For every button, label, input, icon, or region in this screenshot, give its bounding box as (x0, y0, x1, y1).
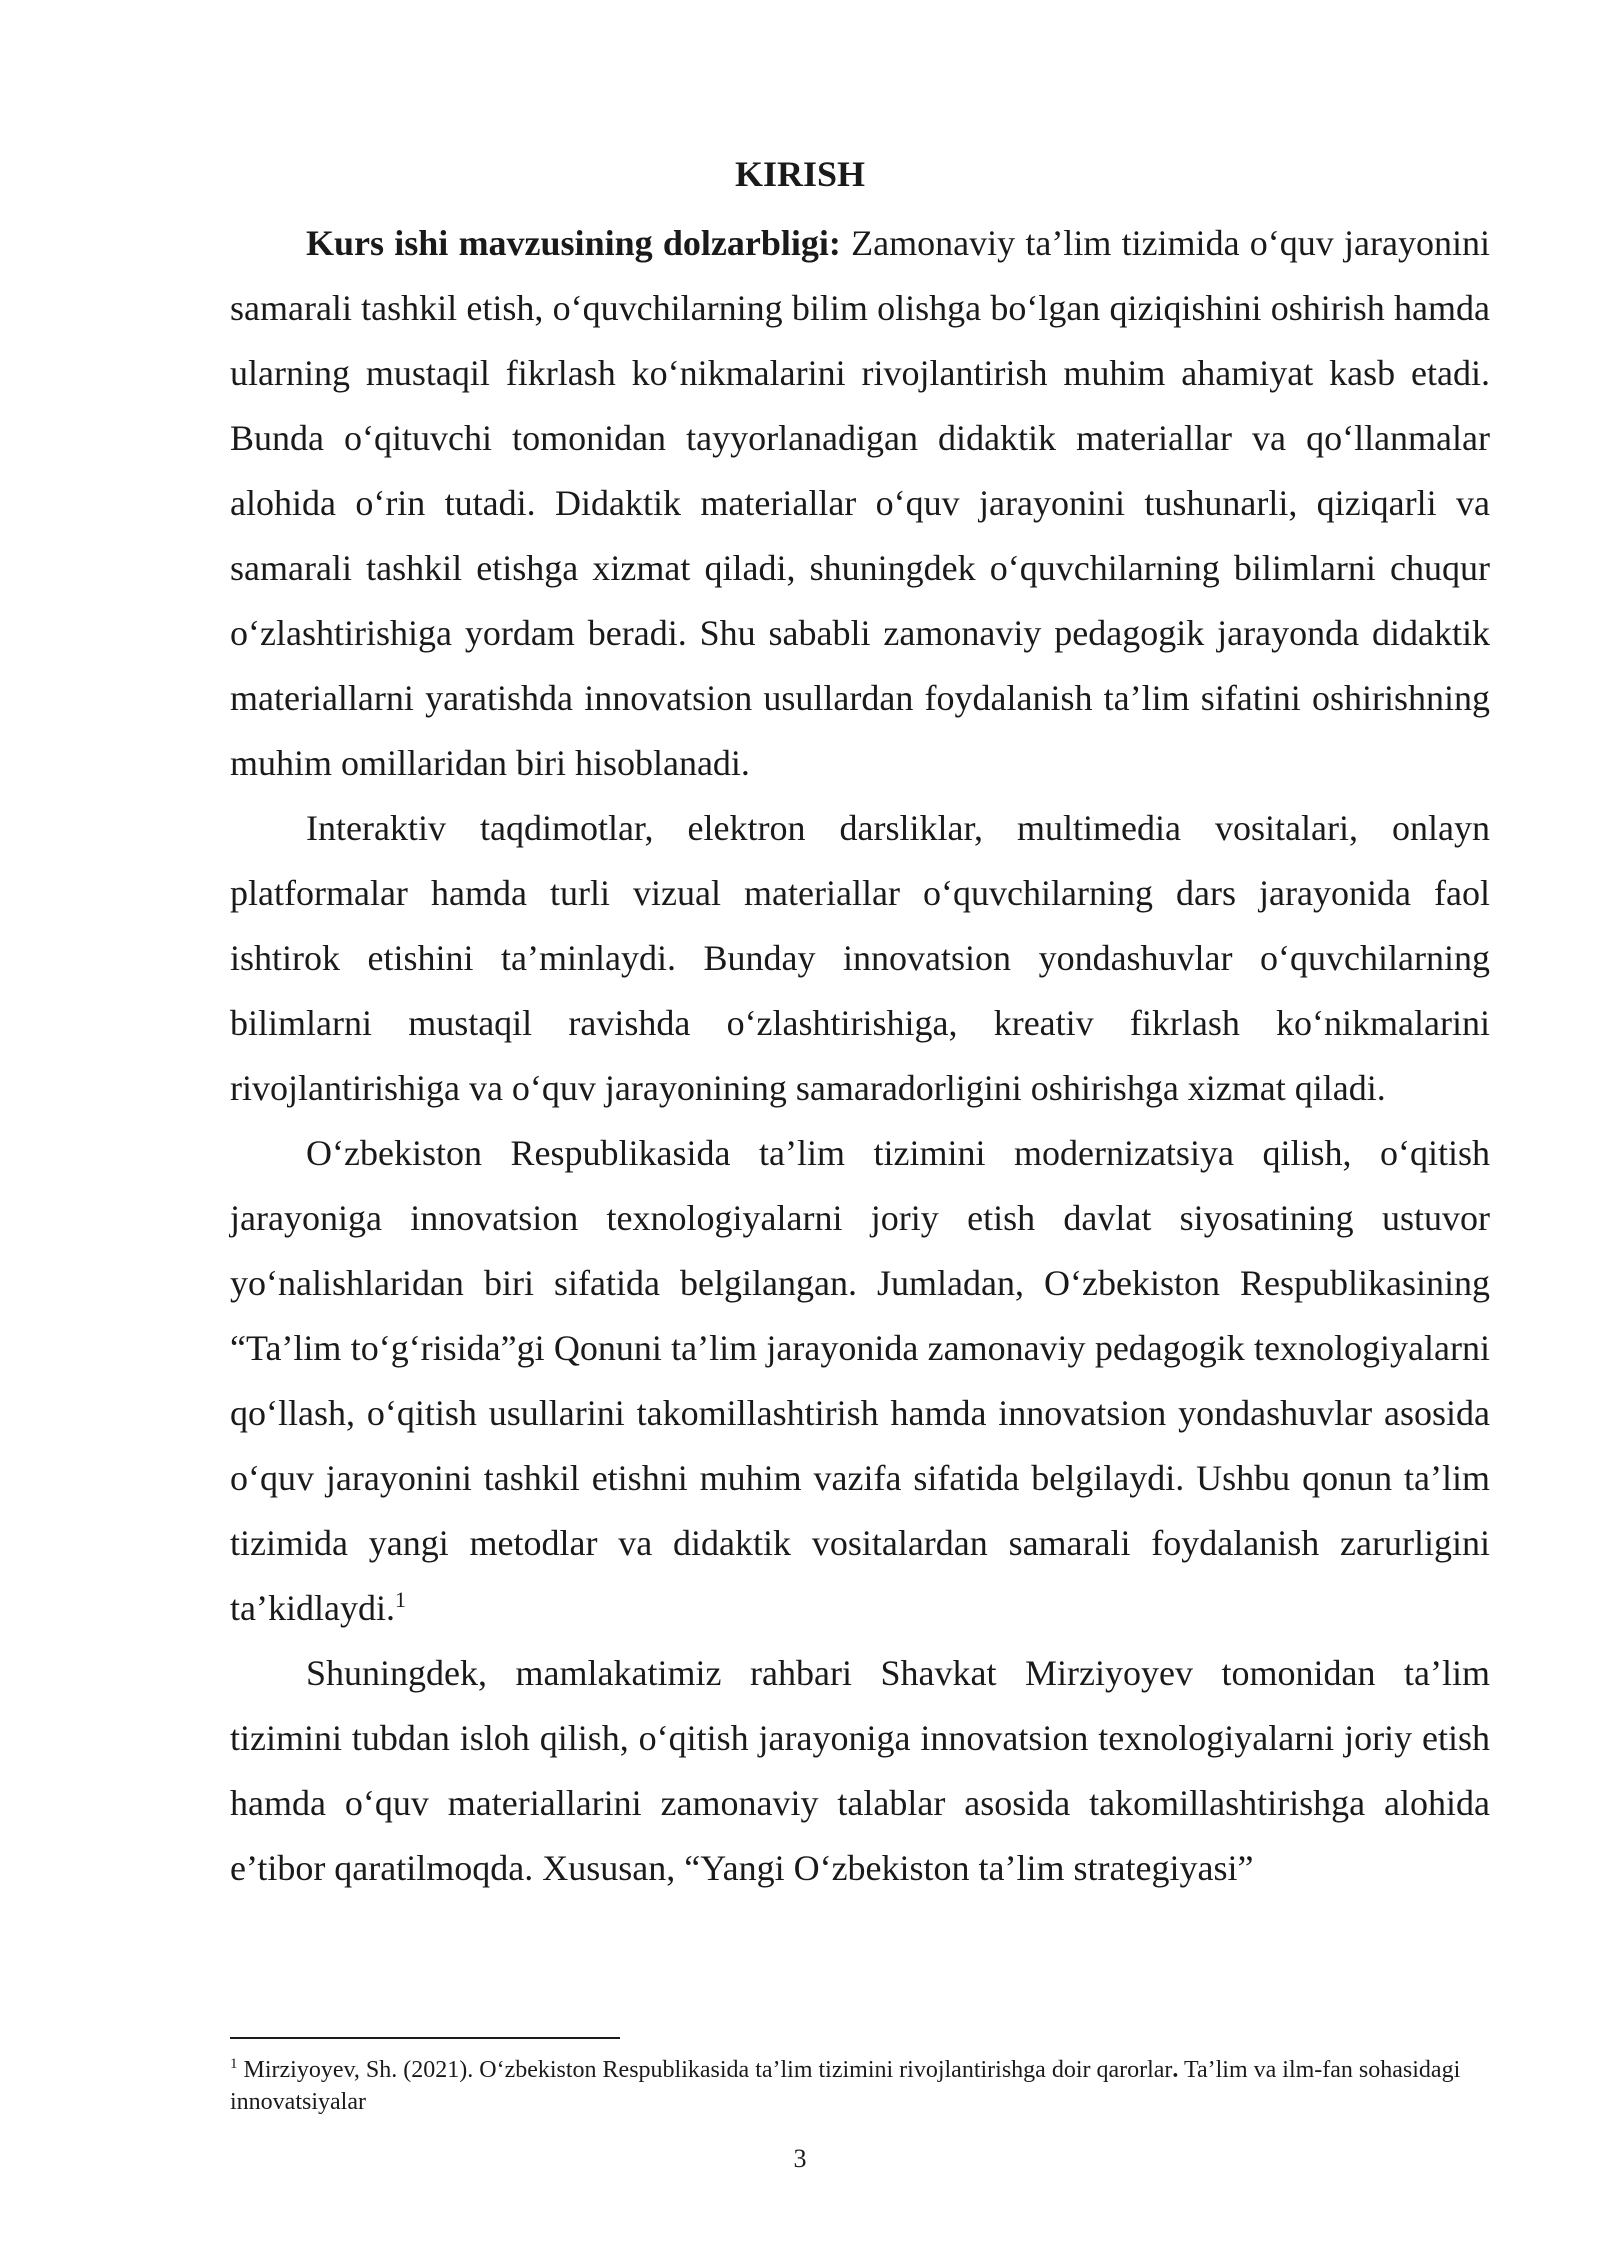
paragraph-lead: Kurs ishi mavzusining dolzarbligi: (306, 223, 841, 263)
paragraph-text: Shuningdek, mamlakatimiz rahbari Shavkat Mirziyoyev tomonidan ta’lim tizimini tubdan isloh qilish, o‘qitish jarayoniga innovatsion texnologiyalarni joriy etish hamda o‘quv materiallarini zamonaviy talablar asosida takomillashtirishga alohida e’tibor qaratilmoqda. Xususan, “Yangi O‘zbekiston ta’lim strategiyasi” (230, 1653, 1490, 1888)
footnote-separator (230, 2037, 620, 2039)
footnote-text-continued: Ta’lim va ilm-fan sohasidagi innovatsiyalar (230, 2057, 1461, 2115)
page-number: 3 (793, 2144, 807, 2173)
footnote-text: Mirziyoyev, Sh. (2021). O‘zbekiston Respublikasida ta’lim tizimini rivojlantirishga doir qarorlar (237, 2057, 1173, 2083)
paragraph-education-law (230, 1121, 1490, 1641)
paragraph-text: Zamonaviy ta’lim tizimida o‘quv jarayonini samarali tashkil etish, o‘quvchilarning bilim olishga bo‘lgan qiziqishini oshirish hamda ularning mustaqil fikrlash ko‘nikmalarini rivojlantirish muhim ahamiyat kasb etadi. Bunda o‘qituvchi tomonidan tayyorlanadigan didaktik materiallar va qo‘llanmalar alohida o‘rin tutadi. Didaktik materiallar o‘quv jarayonini tushunarli, qiziqarli va samarali tashkil etishga xizmat qiladi, shuningdek o‘quvchilarning bilimlarni chuqur o‘zlashtirishiga yordam beradi. Shu sababli zamonaviy pedagogik jarayonda didaktik materiallarni yaratishda innovatsion usullardan foydalanish ta’lim sifatini oshirishning muhim omillaridan biri hisoblanadi. (230, 223, 1490, 783)
body-text (230, 211, 1490, 1901)
footnote-bold-dot: . (1172, 2057, 1179, 2083)
paragraph-interactive-tools (230, 796, 1490, 1121)
footnote-marker: 1 (230, 2056, 238, 2072)
footnote (230, 2054, 1475, 2118)
paragraph-relevance (230, 211, 1490, 796)
footnote-reference[interactable]: 1 (394, 1587, 406, 1612)
section-title: KIRISH (734, 154, 866, 194)
paragraph-strategy (230, 1641, 1490, 1901)
paragraph-text: O‘zbekiston Respublikasida ta’lim tizimini modernizatsiya qilish, o‘qitish jarayoniga innovatsion texnologiyalarni joriy etish davlat siyosatining ustuvor yo‘nalishlaridan biri sifatida belgilangan. Jumladan, O‘zbekiston Respublikasining “Ta’lim to‘g‘risida”gi Qonuni ta’lim jarayonida zamonaviy pedagogik texnologiyalarni qo‘llash, o‘qitish usullarini takomillashtirish hamda innovatsion yondashuvlar asosida o‘quv jarayonini tashkil etishni muhim vazifa sifatida belgilaydi. Ushbu qonun ta’lim tizimida yangi metodlar va didaktik vositalardan samarali foydalanish zarurligini ta’kidlaydi. (230, 1133, 1490, 1628)
paragraph-text: Interaktiv taqdimotlar, elektron darsliklar, multimedia vositalari, onlayn platformalar hamda turli vizual materiallar o‘quvchilarning dars jarayonida faol ishtirok etishini ta’minlaydi. Bunday innovatsion yondashuvlar o‘quvchilarning bilimlarni mustaqil ravishda o‘zlashtirishiga, kreativ fikrlash ko‘nikmalarini rivojlantirishiga va o‘quv jarayonining samaradorligini oshirishga xizmat qiladi. (230, 808, 1490, 1108)
